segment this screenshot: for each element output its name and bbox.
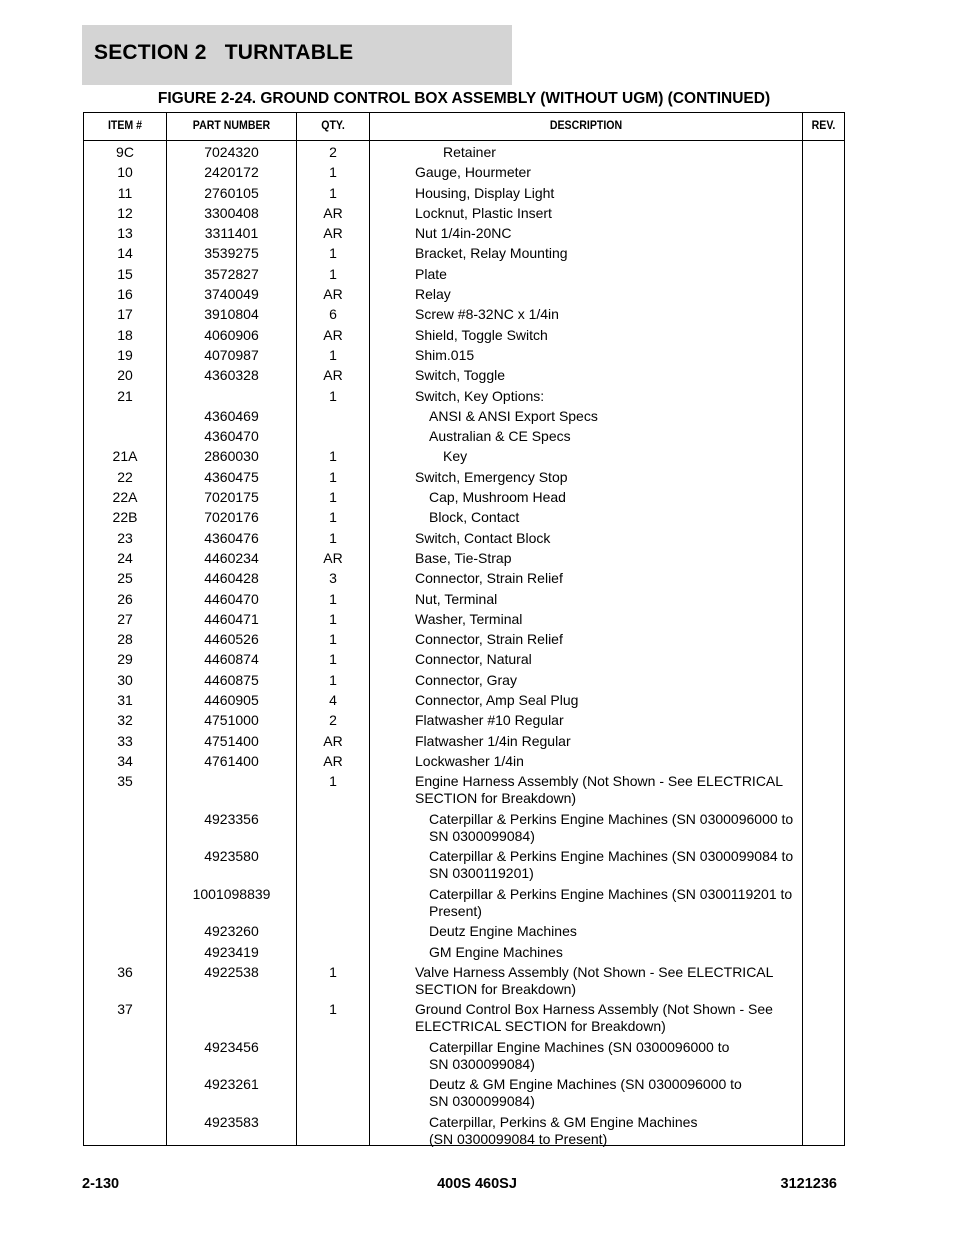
part-number-cell: 4360470 [204,428,259,445]
description-cell: Flatwasher #10 Regular [415,712,564,729]
table-row [84,141,844,161]
part-number-cell: 4923419 [204,943,259,960]
qty-cell: AR [323,286,343,303]
description-cell: Nut, Terminal [415,590,498,607]
qty-cell: 1 [329,1001,337,1018]
item-cell: 34 [117,752,133,769]
qty-cell: 1 [329,590,337,607]
item-cell: 33 [117,732,133,749]
table-row [84,303,844,323]
item-cell: 25 [117,570,133,587]
qty-cell: 1 [329,963,337,980]
table-row [84,1073,844,1111]
item-cell: 32 [117,712,133,729]
table-row [84,669,844,689]
description-cell: Locknut, Plastic Insert [415,204,552,221]
table-row [84,567,844,587]
header-rev: REV. [811,120,836,132]
table-row [84,689,844,709]
table-row [84,425,844,445]
part-number-cell: 4360469 [204,407,259,424]
description-cell: Relay [415,286,451,303]
qty-cell: 1 [329,489,337,506]
description-cell: Caterpillar & Perkins Engine Machines (SN 0300119201 to Present) [429,885,793,919]
description-cell: Shield, Toggle Switch [415,326,548,343]
description-cell: Lockwasher 1/4in [415,752,524,769]
description-cell: Connector, Strain Relief [415,631,563,648]
table-row [84,527,844,547]
item-cell: 12 [117,204,133,221]
table-row [84,998,844,1036]
part-number-cell: 4460905 [204,692,259,709]
part-number-cell: 7024320 [204,144,259,160]
qty-cell: 1 [329,631,337,648]
description-cell: Caterpillar & Perkins Engine Machines (SN 0300099084 to SN 0300119201) [429,848,794,882]
item-cell: 22 [117,468,133,485]
part-number-cell: 4060906 [204,326,259,343]
part-number-cell: 4923456 [204,1038,259,1055]
qty-cell: 1 [329,245,337,262]
description-cell: Key [443,448,468,465]
part-number-cell: 3311401 [204,225,259,242]
description-cell: Block, Contact [429,509,520,526]
table-row [84,750,844,770]
footer-model: 400S 460SJ [437,1176,517,1192]
item-cell: 11 [117,184,133,201]
item-cell: 9C [116,144,134,160]
description-cell: Switch, Key Options: [415,387,545,404]
table-row [84,547,844,567]
description-cell: Connector, Natural [415,651,532,668]
table-row [84,202,844,222]
table-row [84,588,844,608]
qty-cell: 1 [329,468,337,485]
description-cell: Screw #8-32NC x 1/4in [415,306,559,323]
part-number-cell: 4923261 [204,1076,259,1093]
item-cell: 20 [117,367,133,384]
item-cell: 29 [117,651,133,668]
description-cell: Caterpillar & Perkins Engine Machines (SN 0300096000 to SN 0300099084) [429,810,794,844]
part-number-cell: 4460234 [204,549,259,566]
table-row [84,628,844,648]
description-cell: Nut 1/4in-20NC [415,225,512,242]
item-cell: 27 [117,610,133,627]
table-row [84,1036,844,1074]
item-cell: 15 [117,265,133,282]
item-cell: 31 [117,692,133,709]
qty-cell: 1 [329,773,337,790]
qty-cell: 1 [329,651,337,668]
table-row [84,730,844,750]
description-cell: Switch, Toggle [415,367,506,384]
header-item: ITEM # [107,120,143,132]
description-cell: Engine Harness Assembly (Not Shown - See ELECTRICAL SECTION for Breakdown) [415,773,784,807]
footer-doc-number: 3121236 [780,1176,837,1192]
qty-cell: 3 [329,570,337,587]
item-cell: 13 [117,225,133,242]
description-cell: Gauge, Hourmeter [415,164,531,181]
qty-cell: 1 [329,387,337,404]
qty-cell: 6 [329,306,337,323]
part-number-cell: 4460471 [204,610,259,627]
description-cell: Bracket, Relay Mounting [415,245,568,262]
table-row [84,385,844,405]
table-row [84,161,844,181]
description-cell: Flatwasher 1/4in Regular [415,732,571,749]
part-number-cell: 3910804 [204,306,259,323]
item-cell: 16 [117,286,133,303]
table-row [84,222,844,242]
qty-cell: AR [323,225,343,242]
table-row [84,920,844,940]
table-row [84,283,844,303]
qty-cell: AR [323,752,343,769]
item-cell: 21 [117,387,133,404]
part-number-cell: 4360476 [204,529,259,546]
section-banner [82,25,512,85]
item-cell: 37 [117,1001,133,1018]
part-number-cell: 4460428 [204,570,259,587]
qty-cell: 1 [329,529,337,546]
description-cell: Australian & CE Specs [429,428,571,445]
table-row [84,941,844,961]
description-cell: Housing, Display Light [415,184,555,201]
item-cell: 14 [117,245,133,262]
item-cell: 19 [117,346,133,363]
parts-table [83,112,845,1146]
item-cell: 26 [117,590,133,607]
qty-cell: 1 [329,346,337,363]
part-number-cell: 4923356 [204,810,259,827]
part-number-cell: 4460526 [204,631,259,648]
qty-cell: 1 [329,509,337,526]
part-number-cell: 4460875 [204,671,259,688]
table-row [84,182,844,202]
part-number-cell: 3539275 [204,245,259,262]
qty-cell: 1 [329,610,337,627]
part-number-cell: 3300408 [204,204,259,221]
table-row [84,648,844,668]
table-body [84,141,844,1148]
part-number-cell: 4360475 [204,468,259,485]
description-cell: Deutz & GM Engine Machines (SN 0300096000 to SN 0300099084) [429,1076,742,1110]
item-cell: 17 [117,306,133,323]
table-row [84,405,844,425]
description-cell: Plate [415,265,447,282]
part-number-cell: 4923583 [204,1113,259,1130]
part-number-cell: 1001098839 [192,885,271,902]
item-cell: 36 [117,963,133,980]
part-number-cell: 4761400 [204,752,259,769]
description-cell: Washer, Terminal [415,610,523,627]
description-cell: ANSI & ANSI Export Specs [429,407,598,424]
description-cell: Connector, Gray [415,671,517,688]
description-cell: Connector, Amp Seal Plug [415,692,579,709]
item-cell: 22A [112,489,138,506]
figure-title: FIGURE 2-24. GROUND CONTROL BOX ASSEMBLY (WITHOUT UGM) (CONTINUED) [157,90,771,107]
part-number-cell: 3740049 [204,286,259,303]
part-number-cell: 7020176 [204,509,259,526]
part-number-cell: 4923260 [204,923,259,940]
qty-cell: AR [323,367,343,384]
item-cell: 10 [117,164,133,181]
table-row [84,808,844,846]
item-cell: 18 [117,326,133,343]
part-number-cell: 3572827 [204,265,259,282]
qty-cell: AR [323,326,343,343]
part-number-cell: 4360328 [204,367,259,384]
description-cell: Retainer [443,144,496,160]
description-cell: GM Engine Machines [429,943,563,960]
description-cell: Caterpillar Engine Machines (SN 0300096000 to SN 0300099084) [429,1038,730,1072]
footer-page-number: 2-130 [82,1176,120,1192]
table-row [84,506,844,526]
table-row [84,486,844,506]
table-row [84,845,844,883]
header-part-number: PART NUMBER [192,120,271,132]
qty-cell: 1 [329,265,337,282]
description-cell: Base, Tie-Strap [415,549,512,566]
description-cell: Shim.015 [415,346,475,363]
header-qty: QTY. [321,120,345,132]
description-cell: Cap, Mushroom Head [429,489,566,506]
part-number-cell: 2760105 [204,184,259,201]
part-number-cell: 4923580 [204,848,259,865]
qty-cell: 1 [329,671,337,688]
table-row [84,364,844,384]
part-number-cell: 4070987 [204,346,259,363]
description-cell: Ground Control Box Harness Assembly (Not Shown - See ELECTRICAL SECTION for Breakdown) [415,1001,773,1035]
part-number-cell: 7020175 [204,489,259,506]
description-cell: Switch, Emergency Stop [415,468,568,485]
part-number-cell: 4922538 [204,963,259,980]
part-number-cell: 4751400 [204,732,259,749]
table-row [84,445,844,465]
table-row [84,961,844,999]
qty-cell: 2 [329,144,337,160]
table-row [84,883,844,921]
description-cell: Valve Harness Assembly (Not Shown - See ELECTRICAL SECTION for Breakdown) [415,963,774,997]
table-row [84,242,844,262]
section-title: SECTION 2 TURNTABLE [94,41,354,64]
part-number-cell: 2860030 [204,448,259,465]
item-cell: 23 [117,529,133,546]
item-cell: 28 [117,631,133,648]
description-cell: Deutz Engine Machines [429,923,577,940]
qty-cell: AR [323,732,343,749]
qty-cell: AR [323,204,343,221]
qty-cell: 1 [329,164,337,181]
table-row [84,709,844,729]
part-number-cell: 4460874 [204,651,259,668]
header-description: DESCRIPTION [549,120,623,132]
table-row [84,466,844,486]
table-row [84,1111,844,1149]
item-cell: 22B [112,509,138,526]
table-row [84,770,844,808]
table-row [84,344,844,364]
table-row [84,608,844,628]
description-cell: Connector, Strain Relief [415,570,563,587]
qty-cell: AR [323,549,343,566]
part-number-cell: 4751000 [204,712,259,729]
item-cell: 30 [117,671,133,688]
part-number-cell: 2420172 [204,164,259,181]
item-cell: 21A [112,448,138,465]
table-row [84,263,844,283]
item-cell: 35 [117,773,133,790]
table-row [84,324,844,344]
qty-cell: 1 [329,448,337,465]
description-cell: Switch, Contact Block [415,529,551,546]
description-cell: Caterpillar, Perkins & GM Engine Machines (SN 0300099084 to Present) [429,1113,698,1147]
part-number-cell: 4460470 [204,590,259,607]
qty-cell: 4 [329,692,337,709]
qty-cell: 1 [329,184,337,201]
item-cell: 24 [117,549,133,566]
qty-cell: 2 [329,712,337,729]
